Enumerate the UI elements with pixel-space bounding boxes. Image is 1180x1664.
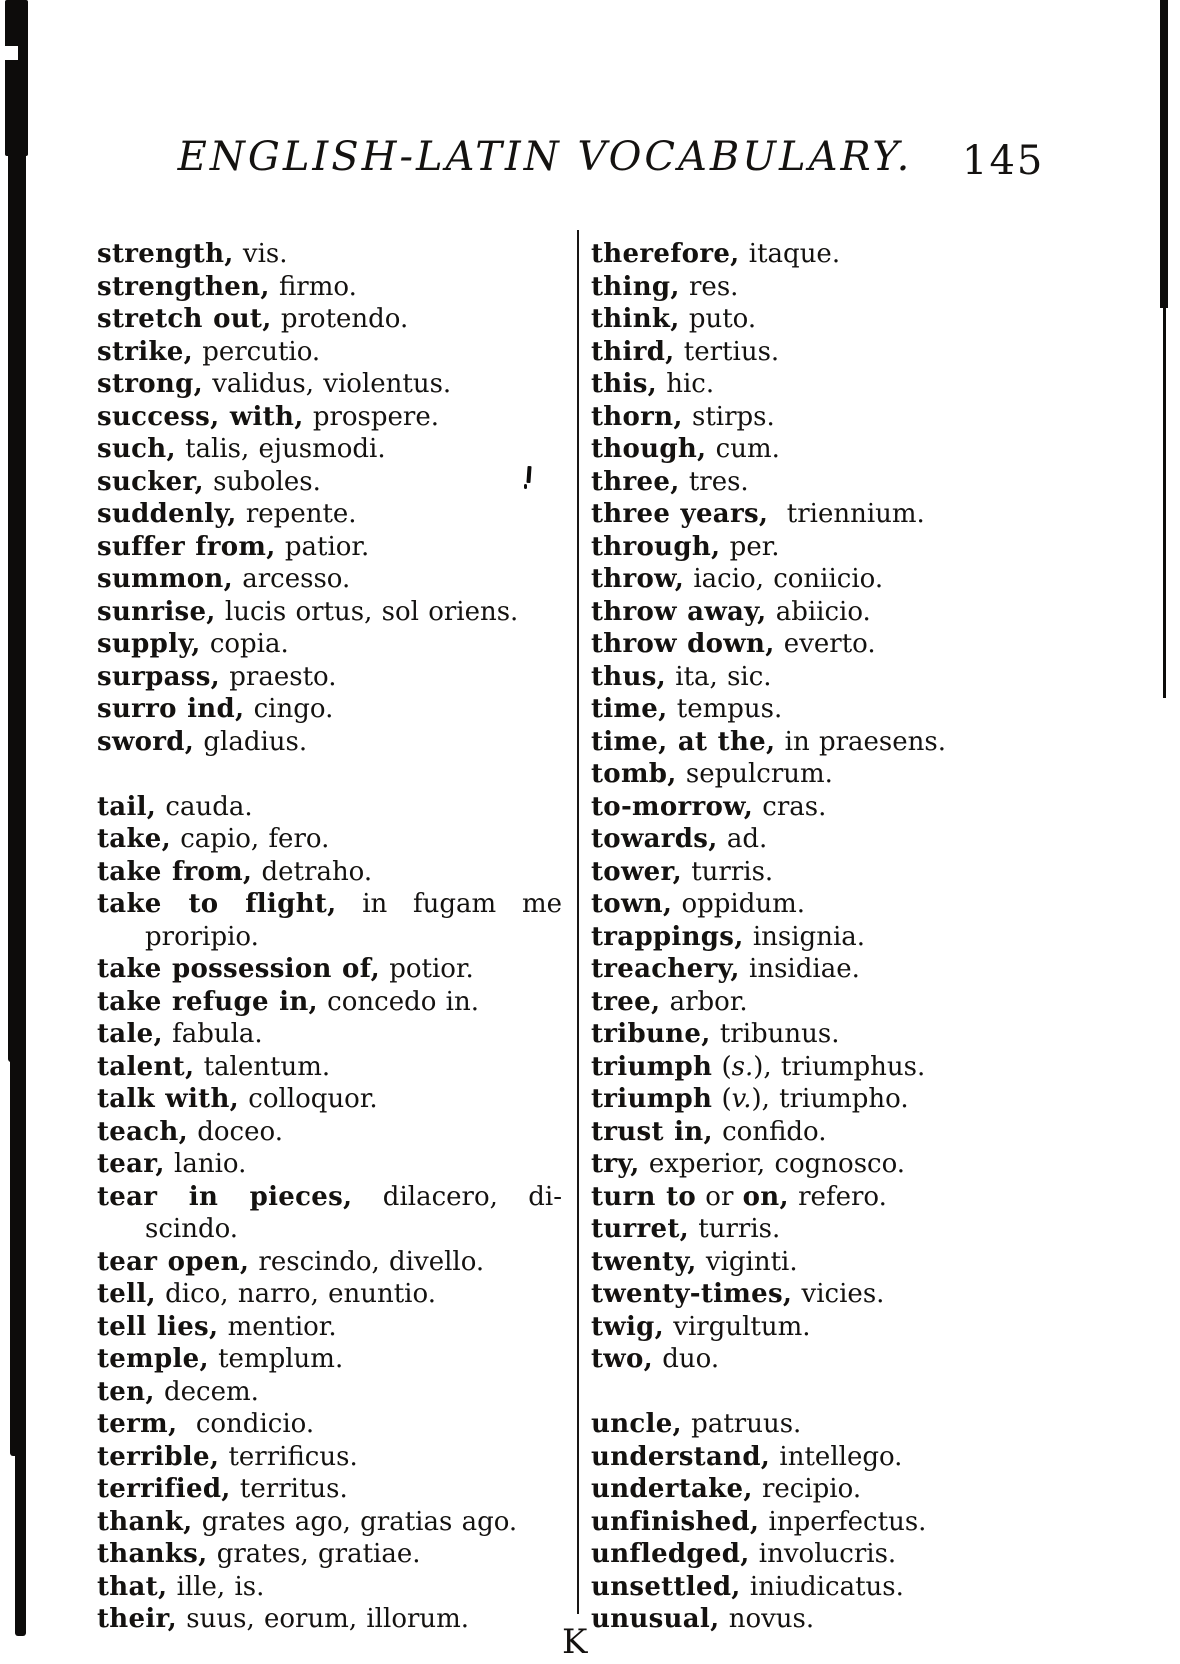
vocab-entry [97,1603,562,1636]
translation: arcesso. [232,564,351,594]
headword: throw away, [591,596,767,627]
column-divider-rule [577,230,579,1614]
scan-left-bar-notch [5,46,18,60]
headword: town, [591,889,673,919]
vocab-entry [97,791,562,824]
translation: colloquor. [239,1084,378,1114]
headword: tear in pieces, [97,1181,353,1212]
translation: rescindo, divello. [249,1246,485,1277]
vocab-entry [97,1408,562,1441]
headword: unsettled, [591,1571,741,1602]
running-head-title: ENGLISH-LATIN VOCABULARY. [177,134,913,180]
headword: throw, [591,564,685,594]
vocab-entry [97,661,562,694]
headword: tale, [97,1019,163,1049]
headword: trust in, [591,1116,713,1147]
translation: repente. [236,499,357,529]
headword: sucker, [97,466,204,497]
vocab-entry [591,791,1071,824]
translation: involucris. [749,1539,897,1569]
translation: recipio. [752,1474,862,1504]
headword: tell lies, [97,1311,219,1342]
translation: res. [679,271,739,302]
translation: turris. [681,856,774,887]
vocab-entry [97,1181,562,1214]
translation: tribunus. [710,1019,840,1049]
translation: confido. [712,1116,827,1147]
headword: thus, [591,661,667,692]
headword: undertake, [591,1474,753,1504]
translation: insidiae. [739,954,860,984]
headword: treachery, [591,954,740,984]
vocab-entry [591,986,1071,1019]
blank-line [97,758,562,791]
vocab-entry [97,693,562,726]
translation: iniudicatus. [740,1571,904,1602]
translation: itaque. [739,239,841,269]
page-number: 145 [962,138,1045,184]
vocab-entry [97,1571,562,1604]
vocab-entry [97,1148,562,1181]
headword: twenty-times, [591,1279,793,1309]
vocab-entry [97,1506,562,1539]
translation: lucis ortus, sol oriens. [215,596,519,627]
translation: cingo. [244,694,334,724]
headword: strong, [97,369,203,399]
scan-right-page-edge [1160,0,1168,308]
vocab-entry [591,758,1071,791]
vocab-entry [97,271,562,304]
headword: strike, [97,336,193,367]
headword: thank, [97,1506,193,1537]
translation: grates ago, gratias ago. [192,1506,518,1537]
vocab-entry [591,368,1071,401]
headword: therefore, [591,239,740,269]
vocab-entry [591,693,1071,726]
headword: surro ind, [97,694,245,724]
headword: summon, [97,564,233,594]
vocab-entry [97,726,562,759]
vocab-entry [97,368,562,401]
headword: on, [742,1181,789,1212]
vocab-entry [97,303,562,336]
vocab-entry [591,303,1071,336]
vocab-entry [591,1473,1071,1506]
translation: duo. [653,1344,720,1374]
headword: such, [97,434,176,464]
headword: take from, [97,856,253,887]
headword: talent, [97,1051,195,1082]
headword: tribune, [591,1019,711,1049]
headword: time, at the, [591,726,776,757]
vocab-entry [97,1343,562,1376]
vocab-entry [591,1083,1071,1116]
vocab-entry [591,1441,1071,1474]
translation: suboles. [203,466,321,497]
vocab-entry [591,628,1071,661]
vocab-entry [97,238,562,271]
vocab-entry [591,1246,1071,1279]
left-column [97,238,562,1636]
vocab-entry [591,1603,1071,1636]
translation: oppidum. [672,889,806,919]
headword: thanks, [97,1539,208,1569]
vocab-entry [591,1148,1071,1181]
translation: vicies. [792,1279,885,1309]
headword: triumph [591,1084,713,1114]
headword: tear open, [97,1246,250,1277]
translation: ille, is. [167,1571,265,1602]
translation: intellego. [770,1441,903,1472]
translation: decem. [154,1376,259,1407]
vocab-entry [591,1311,1071,1344]
headword: this, [591,369,657,399]
vocab-entry [97,1213,562,1246]
headword: terrified, [97,1474,231,1504]
translation: scindo. [145,1214,239,1244]
headword: triumph [591,1051,713,1082]
vocab-entry [591,336,1071,369]
vocab-entry [97,823,562,856]
vocab-entry [591,563,1071,596]
vocab-entry [97,953,562,986]
translation: dilacero, di- [352,1181,562,1212]
translation: copia. [200,629,289,659]
headword: tell, [97,1279,156,1309]
translation: mentior. [218,1311,337,1342]
headword: terrible, [97,1441,220,1472]
vocab-entry [591,921,1071,954]
vocab-entry [591,1538,1071,1571]
vocab-entry [97,1083,562,1116]
part-of-speech: s. [731,1051,754,1082]
vocab-entry [97,401,562,434]
translation: vis. [233,239,288,269]
translation: terrificus. [219,1441,358,1472]
translation: refero. [788,1181,887,1212]
headword: think, [591,304,680,334]
headword: turn to [591,1181,697,1212]
headword: time, [591,694,668,724]
translation: ad. [717,824,768,854]
vocab-entry [591,1506,1071,1539]
vocab-entry [591,531,1071,564]
vocab-entry [591,1051,1071,1084]
vocab-entry [97,1018,562,1051]
vocab-entry [591,1213,1071,1246]
headword: tear, [97,1149,165,1179]
scan-left-edge-bar [10,1056,26,1456]
translation: stirps. [682,401,775,432]
translation: protendo. [271,304,409,334]
translation: gladius. [194,726,308,757]
headword: tower, [591,856,682,887]
vocab-entry [591,1571,1071,1604]
headword: turret, [591,1214,690,1244]
scan-left-edge-bar [15,1450,26,1636]
blank-line [591,1376,1071,1409]
translation: dico, narro, enuntio. [155,1279,436,1309]
translation: condicio. [177,1409,315,1439]
translation: ), triumpho. [751,1084,909,1114]
vocab-entry [591,1116,1071,1149]
vocab-entry [591,823,1071,856]
headword: unusual, [591,1604,720,1634]
headword: towards, [591,824,718,854]
translation: cras. [753,791,827,822]
translation: potior. [379,954,474,984]
vocab-entry [97,1116,562,1149]
headword: term, [97,1409,178,1439]
translation: tres. [679,466,749,497]
vocab-entry [591,498,1071,531]
headword: twig, [591,1311,664,1342]
translation: ( [712,1051,732,1082]
headword: tomb, [591,759,677,789]
headword: understand, [591,1441,771,1472]
translation: prospere. [303,401,440,432]
translation: viginti. [696,1246,798,1277]
headword: that, [97,1571,168,1602]
vocab-entry [97,888,562,921]
translation: experior, cognosco. [639,1149,906,1179]
headword: throw down, [591,629,775,659]
translation: abiicio. [766,596,871,627]
headword: strengthen, [97,271,270,302]
headword: thing, [591,271,680,302]
vocab-entry [97,1278,562,1311]
headword: try, [591,1149,640,1179]
vocab-entry [97,1473,562,1506]
translation: inperfectus. [759,1506,927,1537]
headword: ten, [97,1376,155,1407]
vocab-entry [97,1051,562,1084]
headword: take, [97,824,171,854]
translation: doceo. [188,1116,283,1147]
translation: per. [720,531,780,562]
vocab-entry [97,856,562,889]
translation: talentum. [194,1051,331,1082]
headword: trappings, [591,921,744,952]
vocab-entry [97,1246,562,1279]
headword: suddenly, [97,499,237,529]
headword: surpass, [97,661,220,692]
headword: take to flight, [97,889,337,919]
translation: templum. [208,1344,344,1374]
headword: three years, [591,499,769,529]
translation: insignia. [743,921,866,952]
translation: tertius. [674,336,780,367]
translation: capio, fero. [170,824,330,854]
vocab-entry [97,433,562,466]
translation: praesto. [220,661,337,692]
headword: sword, [97,726,195,757]
headword: thorn, [591,401,683,432]
translation: fabula. [162,1019,263,1049]
vocab-entry [97,921,562,954]
translation: talis, ejusmodi. [175,434,386,464]
vocab-entry [591,888,1071,921]
vocab-entry [97,498,562,531]
translation: novus. [719,1604,815,1634]
headword: take possession of, [97,954,380,984]
scan-left-edge-bar [8,150,26,1062]
headword: strength, [97,239,234,269]
translation: firmo. [269,271,357,302]
translation: in praesens. [775,726,946,757]
headword: suffer from, [97,531,276,562]
translation: turris. [689,1214,781,1244]
headword: teach, [97,1116,188,1147]
translation: cauda. [156,791,253,822]
translation: concedo in. [317,986,479,1017]
vocab-entry [97,1376,562,1409]
headword: unfledged, [591,1539,750,1569]
vocab-entry [591,401,1071,434]
headword: to-morrow, [591,791,754,822]
headword: unfinished, [591,1506,760,1537]
vocab-entry [97,596,562,629]
vocab-entry [591,1343,1071,1376]
vocab-entry [591,726,1071,759]
headword: tree, [591,986,661,1017]
scan-right-page-edge [1163,300,1166,698]
vocab-entry [591,1018,1071,1051]
translation: detraho. [252,856,373,887]
headword: talk with, [97,1084,240,1114]
translation: patior. [275,531,370,562]
vocab-entry [97,531,562,564]
scan-left-edge-bar [5,0,28,156]
vocab-entry [591,271,1071,304]
translation: in fugam me [336,889,563,919]
headword: supply, [97,629,201,659]
right-column [591,238,1071,1636]
translation: puto. [679,304,757,334]
translation: hic. [656,369,715,399]
headword: three, [591,466,680,497]
translation: or [696,1181,743,1212]
translation: iacio, coniicio. [684,564,884,594]
vocab-entry [591,1181,1071,1214]
vocab-entry [97,1441,562,1474]
translation: everto. [774,629,876,659]
vocab-entry [591,1278,1071,1311]
translation: ( [712,1084,732,1114]
vocab-entry [97,466,562,499]
translation: sepulcrum. [676,759,833,789]
vocab-entry [591,1408,1071,1441]
translation: cum. [706,434,780,464]
vocab-entry [97,1538,562,1571]
headword: temple, [97,1344,209,1374]
headword: take refuge in, [97,986,318,1017]
headword: twenty, [591,1246,697,1277]
translation: arbor. [660,986,748,1017]
vocab-entry [591,466,1071,499]
translation: suus, eorum, illorum. [177,1604,470,1634]
translation: territus. [230,1474,348,1504]
headword: uncle, [591,1409,682,1439]
vocab-entry [97,986,562,1019]
vocab-entry [591,856,1071,889]
vocab-entry [591,661,1071,694]
headword: stretch out, [97,304,272,334]
headword: sunrise, [97,596,216,627]
vocab-entry [97,628,562,661]
vocab-entry [97,336,562,369]
vocab-entry [591,953,1071,986]
headword: two, [591,1344,653,1374]
headword: through, [591,531,721,562]
part-of-speech: v. [731,1084,752,1114]
translation: patruus. [681,1409,802,1439]
vocab-entry [591,238,1071,271]
translation: grates, gratiae. [207,1539,421,1569]
translation: ), triumphus. [753,1051,926,1082]
headword: their, [97,1604,177,1634]
printers-signature: K [562,1622,588,1662]
headword: though, [591,434,707,464]
translation: percutio. [192,336,321,367]
vocab-entry [591,433,1071,466]
translation: ita, sic. [666,661,772,692]
translation: tempus. [667,694,783,724]
vocab-entry [97,563,562,596]
vocab-entry [591,596,1071,629]
headword: third, [591,336,675,367]
translation: triennium. [768,499,925,529]
headword: tail, [97,791,157,822]
translation: validus, violentus. [202,369,452,399]
vocab-entry [97,1311,562,1344]
translation: virgultum. [664,1311,811,1342]
headword: success, with, [97,401,304,432]
translation: proripio. [145,921,259,952]
translation: lanio. [164,1149,247,1179]
